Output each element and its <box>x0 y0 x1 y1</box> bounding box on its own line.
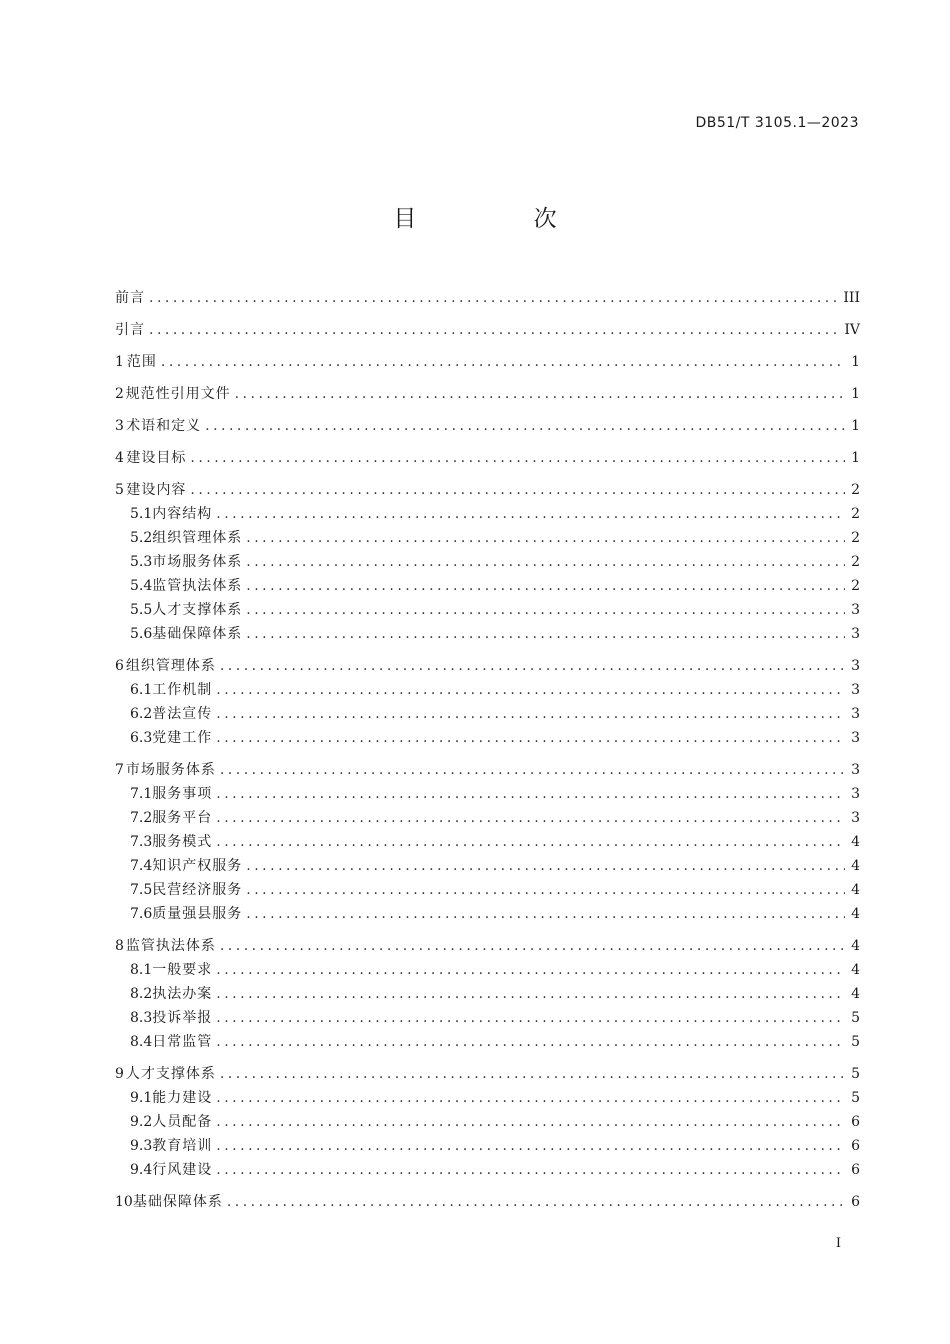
toc-entry-number: 6.2 <box>130 706 153 722</box>
toc-entry[interactable] <box>115 318 860 342</box>
toc-entry[interactable] <box>115 830 860 854</box>
dot-leader <box>216 958 845 982</box>
dot-leader <box>216 1030 845 1054</box>
toc-entry[interactable] <box>115 958 860 982</box>
toc-entry-number: 9.1 <box>130 1090 153 1106</box>
toc-entry[interactable] <box>115 678 860 702</box>
toc-entry-page: 3 <box>851 602 860 618</box>
toc-entry-number: 7.3 <box>130 834 153 850</box>
toc-entry-page: 5 <box>851 1010 860 1026</box>
toc-entry-page: 4 <box>851 906 860 922</box>
toc-entry-label: 术语和定义 <box>126 418 202 434</box>
toc-entry[interactable] <box>115 654 860 678</box>
toc-entry-label: 市场服务体系 <box>125 762 216 778</box>
toc-entry-label: 监管执法体系 <box>125 938 216 954</box>
toc-entry-page: 1 <box>851 450 860 466</box>
toc-entry-number: 6 <box>115 658 124 674</box>
toc-entry-page: 6 <box>851 1194 860 1210</box>
toc-entry-label: 人才支撑体系 <box>152 602 243 618</box>
toc-entry-page: 3 <box>851 626 860 642</box>
dot-leader <box>246 526 845 550</box>
toc-entry-number: 9.3 <box>130 1138 153 1154</box>
dot-leader <box>220 758 845 782</box>
toc-entry-number: 7.6 <box>130 906 153 922</box>
toc-entry-page: 3 <box>851 786 860 802</box>
toc-entry-label: 内容结构 <box>152 506 213 522</box>
dot-leader <box>216 726 845 750</box>
dot-leader <box>246 854 845 878</box>
toc-entry-label: 知识产权服务 <box>152 858 243 874</box>
toc-entry-number: 2 <box>115 386 124 402</box>
dot-leader <box>216 702 845 726</box>
dot-leader <box>246 574 845 598</box>
toc-entry-page: 5 <box>851 1090 860 1106</box>
toc-entry-label: 引言 <box>115 322 145 338</box>
toc-entry[interactable] <box>115 1086 860 1110</box>
toc-entry[interactable] <box>115 902 860 926</box>
toc-entry-page: 6 <box>851 1162 860 1178</box>
toc-entry-label: 服务事项 <box>152 786 213 802</box>
toc-entry-number: 5.5 <box>130 602 153 618</box>
toc-entry[interactable] <box>115 502 860 526</box>
toc-entry[interactable] <box>115 382 860 406</box>
page-number: I <box>835 1236 841 1251</box>
toc-entry-number: 9.4 <box>130 1162 153 1178</box>
toc-entry-number: 10 <box>115 1194 133 1210</box>
toc-entry-label: 市场服务体系 <box>152 554 243 570</box>
dot-leader <box>216 806 845 830</box>
toc-entry-number: 6.1 <box>130 682 153 698</box>
toc-entry[interactable] <box>115 446 860 470</box>
toc-entry-page: 2 <box>851 554 860 570</box>
toc-entry-label: 前言 <box>115 290 145 306</box>
dot-leader <box>246 902 845 926</box>
toc-entry-label: 建设内容 <box>126 482 187 498</box>
toc-entry-label: 组织管理体系 <box>152 530 243 546</box>
toc-entry-label: 建设目标 <box>126 450 187 466</box>
toc-entry[interactable] <box>115 622 860 646</box>
toc-entry[interactable] <box>115 1134 860 1158</box>
toc-entry-page: 3 <box>851 762 860 778</box>
toc-entry-number: 4 <box>115 450 124 466</box>
dot-leader <box>216 1086 845 1110</box>
toc-entry-label: 党建工作 <box>152 730 213 746</box>
toc-entry-page: 6 <box>851 1138 860 1154</box>
toc-entry-label: 规范性引用文件 <box>125 386 231 402</box>
toc-entry-number: 5.6 <box>130 626 153 642</box>
toc-entry[interactable] <box>115 854 860 878</box>
toc-entry-page: 4 <box>851 986 860 1002</box>
dot-leader <box>216 830 845 854</box>
dot-leader <box>246 878 845 902</box>
toc-entry[interactable] <box>115 526 860 550</box>
toc-entry-page: 3 <box>851 658 860 674</box>
toc-entry-number: 7 <box>115 762 124 778</box>
toc-entry[interactable] <box>115 726 860 750</box>
toc-entry[interactable] <box>115 758 860 782</box>
toc-entry-page: III <box>843 290 860 306</box>
toc-entry-number: 8.2 <box>130 986 153 1002</box>
dot-leader <box>220 654 845 678</box>
dot-leader <box>216 678 845 702</box>
dot-leader <box>235 382 845 406</box>
toc-entry-number: 8.1 <box>130 962 153 978</box>
toc-entry-label: 人才支撑体系 <box>125 1066 216 1082</box>
dot-leader <box>246 622 845 646</box>
toc-entry-number: 5.2 <box>130 530 153 546</box>
dot-leader <box>216 982 845 1006</box>
toc-entry-number: 5.1 <box>130 506 153 522</box>
toc-entry-page: 5 <box>851 1066 860 1082</box>
toc-entry-label: 执法办案 <box>152 986 213 1002</box>
toc-entry[interactable] <box>115 574 860 598</box>
dot-leader <box>216 1006 845 1030</box>
toc-entry-label: 基础保障体系 <box>152 626 243 642</box>
toc-entry[interactable] <box>115 1006 860 1030</box>
toc-entry-page: 4 <box>851 962 860 978</box>
toc-entry-page: 2 <box>851 578 860 594</box>
document-code: DB51/T 3105.1—2023 <box>695 115 859 131</box>
toc-entry-number: 7.2 <box>130 810 153 826</box>
toc-entry[interactable] <box>115 982 860 1006</box>
toc-entry-number: 7.5 <box>130 882 153 898</box>
toc-entry[interactable] <box>115 414 860 438</box>
toc-entry[interactable] <box>115 478 860 502</box>
toc-entry-number: 5 <box>115 482 124 498</box>
toc-entry-page: 2 <box>851 530 860 546</box>
toc-entry-page: 4 <box>851 938 860 954</box>
dot-leader <box>220 934 845 958</box>
toc-entry-page: 4 <box>851 858 860 874</box>
toc-entry-label: 日常监管 <box>152 1034 213 1050</box>
toc-entry[interactable] <box>115 598 860 622</box>
toc-entry[interactable] <box>115 782 860 806</box>
toc-entry-number: 3 <box>115 418 124 434</box>
toc-entry-page: 3 <box>851 682 860 698</box>
toc-entry[interactable] <box>115 1190 860 1214</box>
toc-entry-number: 9 <box>115 1066 124 1082</box>
toc-entry-number: 8.4 <box>130 1034 153 1050</box>
toc-entry-label: 一般要求 <box>152 962 213 978</box>
toc-entry[interactable] <box>115 1110 860 1134</box>
toc-entry-page: 2 <box>851 482 860 498</box>
dot-leader <box>216 502 845 526</box>
toc-entry-label: 教育培训 <box>152 1138 213 1154</box>
toc-entry-page: 3 <box>851 730 860 746</box>
toc-entry[interactable] <box>115 878 860 902</box>
toc-entry-page: 1 <box>851 354 860 370</box>
toc-entry-page: IV <box>844 322 860 338</box>
toc-entry-label: 投诉举报 <box>152 1010 213 1026</box>
toc-entry[interactable] <box>115 286 860 310</box>
page-title: 目 次 <box>393 206 612 232</box>
toc-entry-number: 8 <box>115 938 124 954</box>
toc-entry-label: 能力建设 <box>152 1090 213 1106</box>
toc-entry-page: 1 <box>851 386 860 402</box>
toc-entry-number: 5.3 <box>130 554 153 570</box>
toc-entry[interactable] <box>115 806 860 830</box>
toc-entry-page: 3 <box>851 810 860 826</box>
toc-entry[interactable] <box>115 550 860 574</box>
dot-leader <box>216 1158 845 1182</box>
toc-entry-number: 9.2 <box>130 1114 153 1130</box>
dot-leader <box>216 782 845 806</box>
dot-leader <box>216 1134 845 1158</box>
toc-entry[interactable] <box>115 702 860 726</box>
toc-entry-label: 普法宣传 <box>152 706 213 722</box>
toc-entry-number: 8.3 <box>130 1010 153 1026</box>
dot-leader <box>216 1110 845 1134</box>
toc-entry-label: 质量强县服务 <box>152 906 243 922</box>
toc-entry-number: 5.4 <box>130 578 153 594</box>
dot-leader <box>190 446 845 470</box>
toc-entry-number: 6.3 <box>130 730 153 746</box>
toc-entry[interactable] <box>115 934 860 958</box>
toc-entry-label: 工作机制 <box>152 682 213 698</box>
toc-entry[interactable] <box>115 1158 860 1182</box>
toc-entry-page: 4 <box>851 882 860 898</box>
toc-entry-label: 民营经济服务 <box>152 882 243 898</box>
toc-entry-page: 1 <box>851 418 860 434</box>
dot-leader <box>246 598 845 622</box>
toc-entry-page: 4 <box>851 834 860 850</box>
table-of-contents <box>115 286 860 1214</box>
toc-entry-page: 6 <box>851 1114 860 1130</box>
toc-entry-label: 组织管理体系 <box>125 658 216 674</box>
toc-entry[interactable] <box>115 1062 860 1086</box>
dot-leader <box>161 350 845 374</box>
toc-entry-page: 5 <box>851 1034 860 1050</box>
dot-leader <box>149 286 837 310</box>
toc-entry-page: 3 <box>851 706 860 722</box>
toc-entry-label: 服务平台 <box>152 810 213 826</box>
toc-entry[interactable] <box>115 350 860 374</box>
toc-entry-number: 7.1 <box>130 786 153 802</box>
dot-leader <box>149 318 838 342</box>
toc-entry-label: 行风建设 <box>152 1162 213 1178</box>
toc-entry-page: 2 <box>851 506 860 522</box>
toc-entry-label: 服务模式 <box>152 834 213 850</box>
toc-entry-number: 1 <box>115 354 124 370</box>
dot-leader <box>190 478 845 502</box>
dot-leader <box>246 550 845 574</box>
toc-entry[interactable] <box>115 1030 860 1054</box>
toc-entry-label: 人员配备 <box>152 1114 213 1130</box>
dot-leader <box>220 1062 845 1086</box>
dot-leader <box>205 414 845 438</box>
dot-leader <box>227 1190 845 1214</box>
toc-entry-label: 范围 <box>126 354 157 370</box>
toc-entry-label: 监管执法体系 <box>152 578 243 594</box>
toc-entry-label: 基础保障体系 <box>132 1194 223 1210</box>
toc-entry-number: 7.4 <box>130 858 153 874</box>
